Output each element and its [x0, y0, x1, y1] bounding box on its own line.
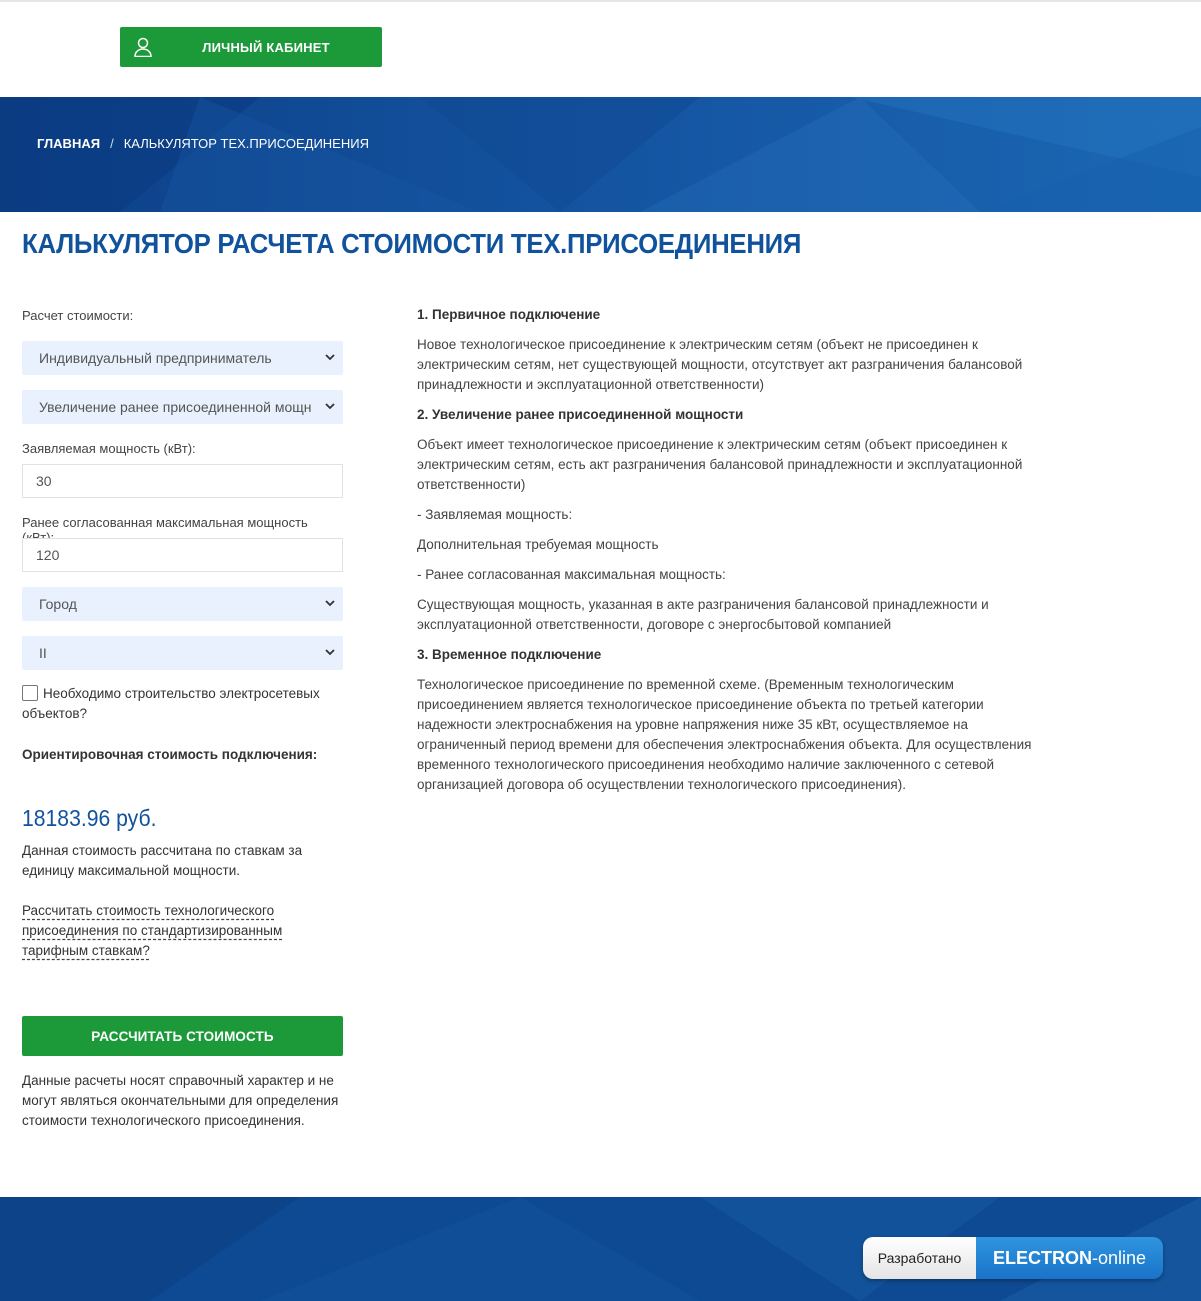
info-text-temporary: Технологическое присоединение по временной схеме. (Временным технологическим присоединением является технологическое присоединение объекта по третьей категории надежности электроснабжения на уровне напряжения ниже 35 кВт, осуществляемое на ограниченный период времени для обеспечения электроснабжения объекта. Для осуществления временного технологического присоединения необходимо наличие заключенного с сетевой организацией договора об осуществлении технологического присоединения). [417, 677, 1032, 792]
declared-power-label: Заявляемая мощность (кВт): [22, 441, 196, 456]
developer-brand [976, 1237, 1163, 1279]
construction-checkbox-label[interactable]: Необходимо строительство электросетевых объектов? [22, 686, 320, 721]
chevron-down-icon [323, 350, 337, 364]
calc-label: Расчет стоимости: [22, 308, 134, 323]
chevron-down-icon [323, 399, 337, 413]
developer-badge[interactable] [863, 1237, 1163, 1279]
user-icon [134, 37, 152, 57]
info-heading-increase: 2. Увеличение ранее присоединенной мощности [417, 407, 744, 422]
top-divider [0, 0, 1201, 2]
location-select[interactable] [22, 587, 343, 621]
location-value: Город [39, 596, 77, 612]
info-declared-power: - Заявляемая мощность: [417, 507, 573, 522]
declared-power-input[interactable] [22, 464, 343, 498]
breadcrumb-home-link[interactable]: ГЛАВНАЯ [37, 136, 101, 151]
previous-power-value: 120 [36, 547, 60, 563]
info-previous-power: - Ранее согласованная максимальная мощность: [417, 567, 726, 582]
breadcrumb [37, 136, 369, 151]
developer-brand-suffix: -online [1091, 1247, 1147, 1268]
chevron-down-icon [323, 596, 337, 610]
chevron-down-icon [323, 645, 337, 659]
breadcrumb-current: КАЛЬКУЛЯТОР ТЕХ.ПРИСОЕДИНЕНИЯ [123, 136, 369, 151]
info-heading-temporary: 3. Временное подключение [417, 647, 602, 662]
estimated-price: 18183.96 руб. [22, 805, 157, 831]
estimate-label: Ориентировочная стоимость подключения: [22, 747, 318, 762]
hero-banner [0, 97, 1201, 212]
info-text-increase: Объект имеет технологическое присоединение к электрическим сетям (объект присоединен к электрическим сетям, есть акт разграничения балансовой принадлежности и эксплуатационной ответственности) [417, 437, 1023, 492]
previous-power-label: Ранее согласованная максимальная мощность [22, 515, 308, 530]
info-heading-primary: 1. Первичное подключение [417, 307, 601, 322]
declared-power-value: 30 [36, 473, 52, 489]
connection-type-select[interactable] [22, 390, 343, 424]
info-previous-power-desc: Существующая мощность, указанная в акте разграничения балансовой принадлежности и эксплуатационной ответственности, договоре с энергосбытовой компанией [417, 597, 989, 632]
applicant-type-value: Индивидуальный предприниматель [39, 350, 272, 366]
info-text-primary: Новое технологическое присоединение к электрическим сетям (объект не присоединен к электрическим сетям, нет существующей мощности, отсутствует акт разграничения балансовой принадлежности и эксплуатационной ответственности) [417, 337, 1023, 392]
price-note: Данная стоимость рассчитана по ставкам за единицу максимальной мощности. [22, 843, 303, 878]
reliability-category-value: II [39, 645, 47, 661]
calculate-button[interactable]: РАССЧИТАТЬ СТОИМОСТЬ [22, 1016, 343, 1056]
disclaimer-text: Данные расчеты носят справочный характер и не могут являться окончательными для определения стоимости технологического присоединения. [22, 1073, 339, 1128]
applicant-type-select[interactable] [22, 341, 343, 375]
reliability-category-select[interactable] [22, 636, 343, 670]
previous-power-input[interactable] [22, 538, 343, 572]
connection-type-value: Увеличение ранее присоединенной мощн [39, 399, 312, 415]
personal-account-button[interactable] [120, 27, 382, 67]
standard-rates-link[interactable]: Рассчитать стоимость технологического присоединения по стандартизированным тарифным ставкам? [22, 903, 283, 958]
developer-brand-bold: ELECTRON [992, 1247, 1092, 1268]
developed-by-label: Разработано [863, 1237, 976, 1279]
info-declared-power-desc: Дополнительная требуемая мощность [417, 537, 659, 552]
page-title: КАЛЬКУЛЯТОР РАСЧЕТА СТОИМОСТИ ТЕХ.ПРИСОЕДИНЕНИЯ [22, 228, 802, 259]
personal-account-label: ЛИЧНЫЙ КАБИНЕТ [202, 39, 330, 55]
breadcrumb-separator: / [110, 136, 114, 151]
